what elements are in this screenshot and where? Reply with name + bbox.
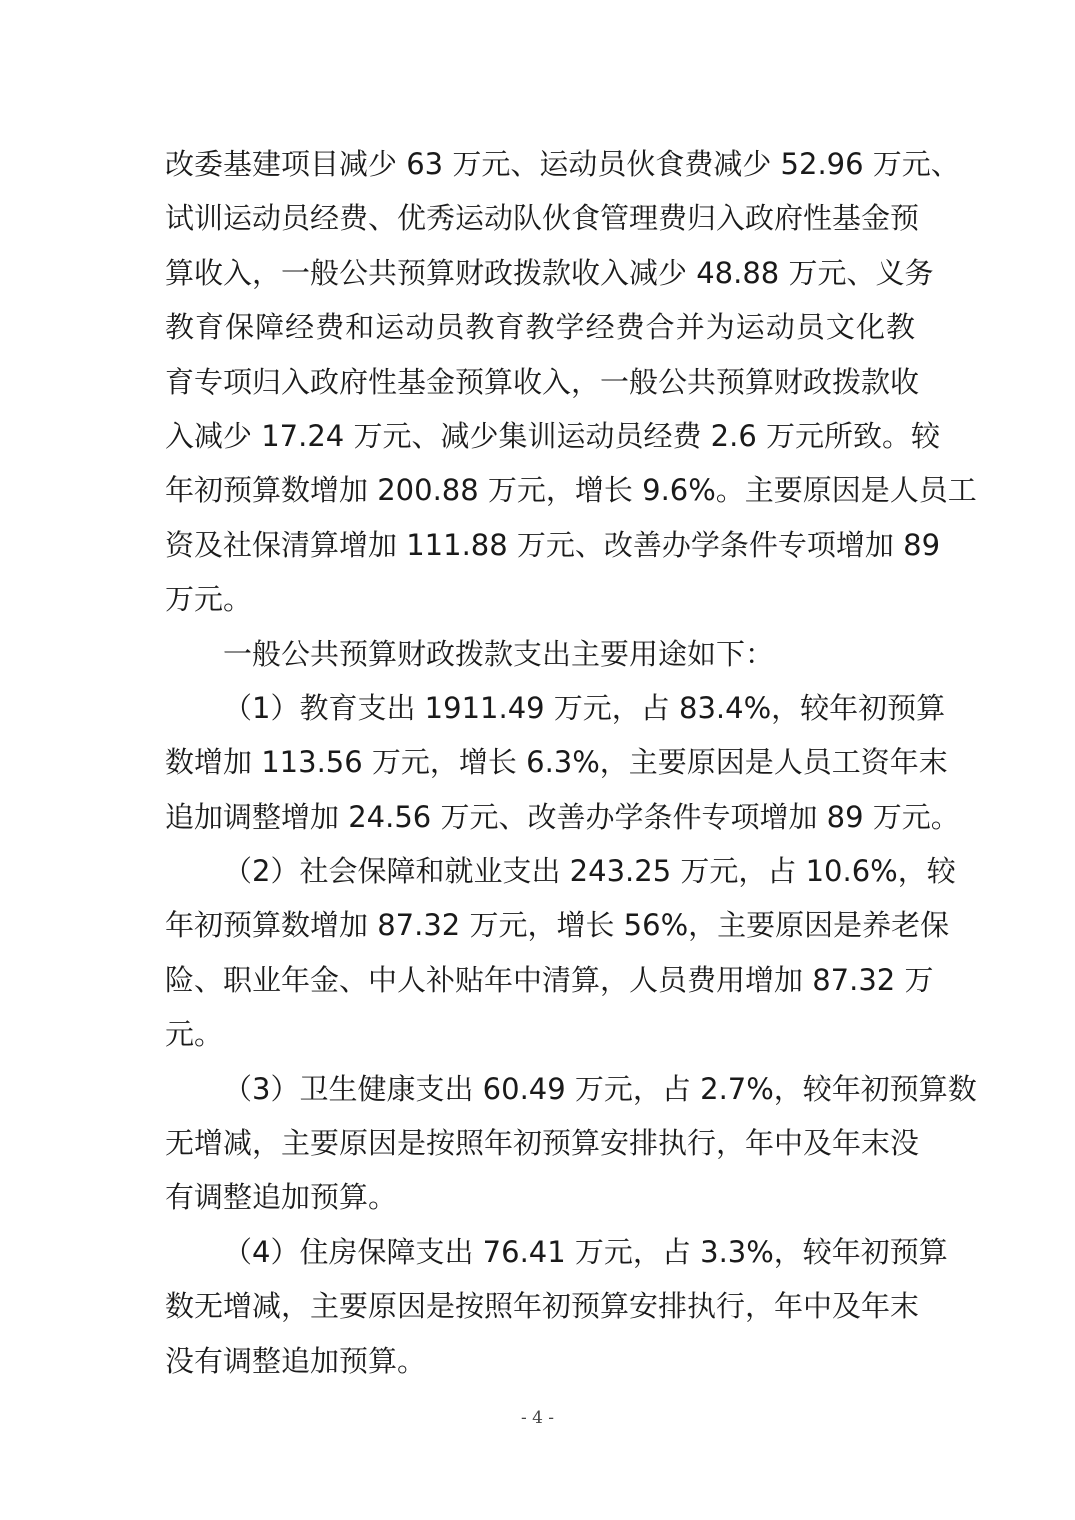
text-line: 算收入，一般公共预算财政拨款收入减少 48.88 万元、义务 [165, 255, 934, 290]
text-line: （4）住房保障支出 76.41 万元，占 3.3%，较年初预算 [223, 1234, 948, 1269]
text-line: 数无增减，主要原因是按照年初预算安排执行，年中及年末 [165, 1289, 920, 1324]
text-line: 入减少 17.24 万元、减少集训运动员经费 2.6 万元所致。较 [165, 418, 941, 453]
text-line: 年初预算数增加 200.88 万元，增长 9.6%。主要原因是人员工 [165, 473, 977, 508]
paragraph-item-social-security [165, 844, 956, 1062]
text-line: 资及社保清算增加 111.88 万元、改善办学条件专项增加 89 [165, 527, 941, 562]
text-line: 险、职业年金、中人补贴年中清算，人员费用增加 87.32 万 [165, 962, 934, 997]
text-line: 元。 [165, 1017, 224, 1052]
text-line: 数增加 113.56 万元，增长 6.3%，主要原因是人员工资年末 [165, 745, 948, 780]
text-line: （2）社会保障和就业支出 243.25 万元，占 10.6%，较 [223, 854, 956, 889]
text-line: 年初预算数增加 87.32 万元，增长 56%，主要原因是养老保 [165, 908, 950, 943]
text-line: 无增减，主要原因是按照年初预算安排执行，年中及年末没 [165, 1126, 920, 1161]
text-line: 万元。 [165, 582, 253, 617]
paragraph-item-health [165, 1062, 977, 1225]
paragraph-continuation [165, 137, 977, 627]
text-line: 改委基建项目减少 63 万元、运动员伙食费减少 52.96 万元、 [165, 147, 960, 181]
text-line: 没有调整追加预算。 [165, 1343, 427, 1378]
paragraph-intro [165, 627, 915, 681]
text-line: 有调整追加预算。 [165, 1180, 398, 1215]
text-line: 追加调整增加 24.56 万元、改善办学条件专项增加 89 万元。 [165, 799, 960, 834]
text-line: 试训运动员经费、优秀运动队伙食管理费归入政府性基金预 [165, 201, 920, 236]
paragraph-item-housing [165, 1225, 948, 1388]
text-line: （1）教育支出 1911.49 万元，占 83.4%，较年初预算 [223, 690, 946, 725]
text-line: 教育保障经费和运动员教育教学经费合并为运动员文化教 [165, 310, 915, 345]
text-line: 育专项归入政府性基金预算收入，一般公共预算财政拨款收 [165, 364, 920, 399]
page-number: - 4 - [520, 1408, 555, 1428]
text-line: 一般公共预算财政拨款支出主要用途如下： [223, 636, 775, 671]
paragraph-item-education [165, 681, 960, 844]
body-text [165, 137, 977, 1388]
text-line: （3）卫生健康支出 60.49 万元，占 2.7%，较年初预算数 [223, 1071, 977, 1106]
